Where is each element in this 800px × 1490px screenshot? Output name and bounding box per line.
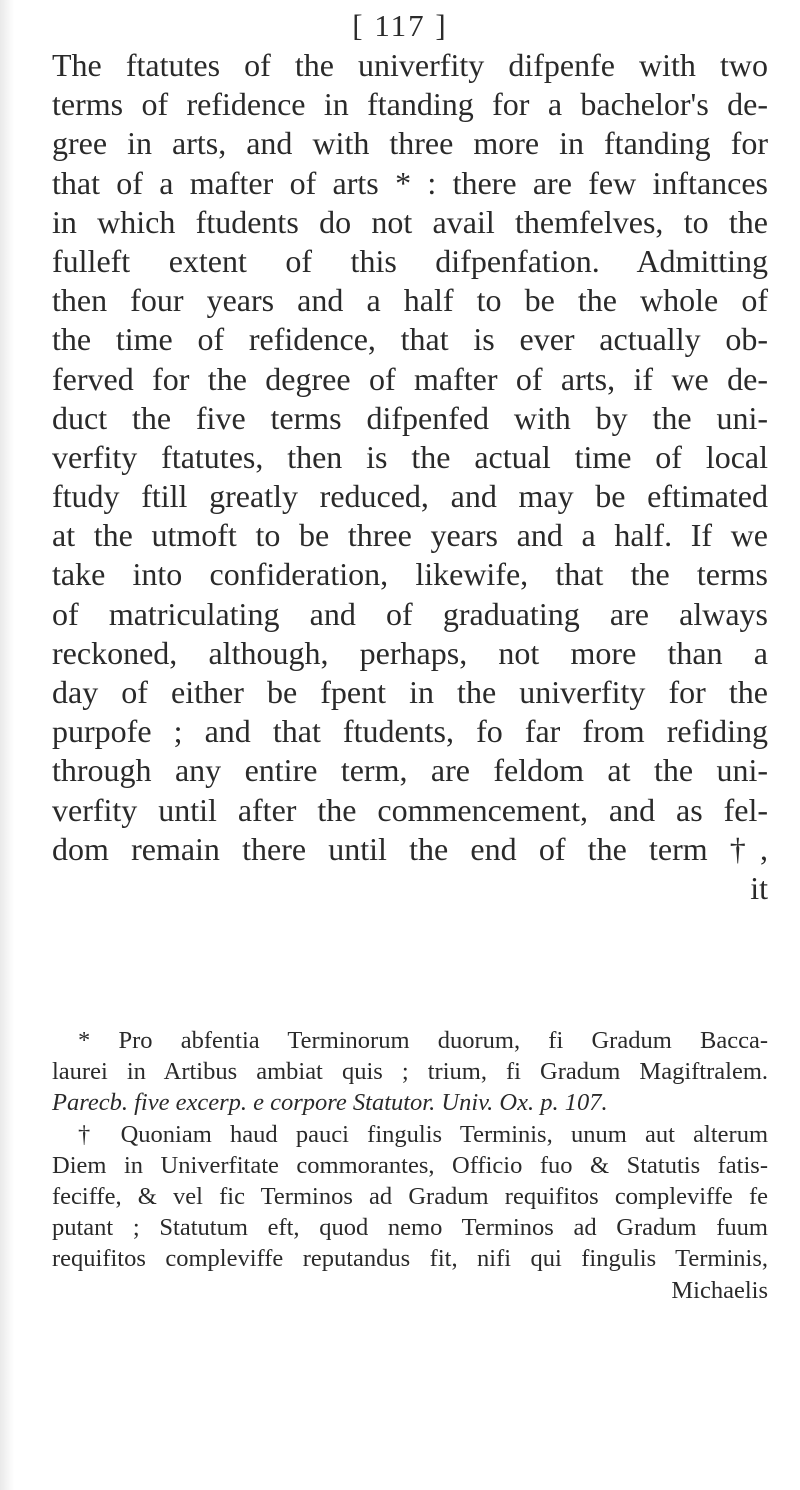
body-line: verfity ftatutes, then is the actual time of local [52,438,768,475]
footnotes [52,1025,768,1306]
body-line: then four years and a half to be the whole of [52,282,768,319]
body-line: reckoned, although, perhaps, not more than a [52,634,768,671]
footnote-line: † Quoniam haud pauci fingulis Terminis, unum aut alterum [78,1120,768,1148]
body-line: that of a mafter of arts * : there are few inftances [52,164,768,201]
body-line: ferved for the degree of mafter of arts, if we de- [52,360,768,397]
page-gutter-shadow [0,0,14,1490]
body-line: at the utmoft to be three years and a half. If we [52,517,768,554]
page-number: [ 117 ] [352,8,448,43]
footnote-line: requifitos compleviffe reputandus fit, nifi qui fingulis Terminis, [52,1245,768,1273]
body-line: dom remain there until the end of the term †, [52,830,768,867]
body-line: terms of refidence in ftanding for a bachelor's de- [52,86,768,123]
body-line: The ftatutes of the univerfity difpenfe with two [52,47,768,83]
footnote-line: laurei in Artibus ambiat quis ; trium, fi Gradum Magiftralem. [52,1058,768,1086]
body-line: fulleft extent of this difpenfation. Admitting [52,242,768,279]
body-line: ftudy ftill greatly reduced, and may be eftimated [52,478,768,515]
body-line: take into confideration, likewife, that the terms [52,556,768,593]
footnote-catchword: Michaelis [671,1276,768,1304]
body-line: day of either be fpent in the univerfity for the [52,674,768,710]
footnote-line: feciffe, & vel fic Terminos ad Gradum requifitos compleviffe fe [52,1182,768,1210]
footnote-line: * Pro abfentia Terminorum duorum, fi Gradum Bacca- [78,1027,768,1054]
body-line: verfity until after the commencement, and as fel- [52,791,768,828]
body-line: of matriculating and of graduating are always [52,595,768,632]
catchword: it [750,869,768,906]
footnote-line: putant ; Statutum eft, quod nemo Terminos ad Gradum fuum [52,1214,768,1242]
body-line: duct the five terms difpenfed with by the uni- [52,399,768,436]
footnote-line: Diem in Univerfitate commorantes, Officio fuo & Statutis fatis- [52,1151,768,1179]
body-text [52,46,768,908]
body-line: purpofe ; and that ftudents, fo far from refiding [52,713,768,750]
body-line: gree in arts, and with three more in ftanding for [52,125,768,162]
body-line: in which ftudents do not avail themfelves, to the [52,203,768,240]
body-line: through any entire term, are feldom at the uni- [52,752,768,789]
footnote-citation: Parecb. five excerp. e corpore Statutor. Univ. Ox. p. 107. [52,1089,608,1117]
body-line: the time of refidence, that is ever actually ob- [52,321,768,358]
